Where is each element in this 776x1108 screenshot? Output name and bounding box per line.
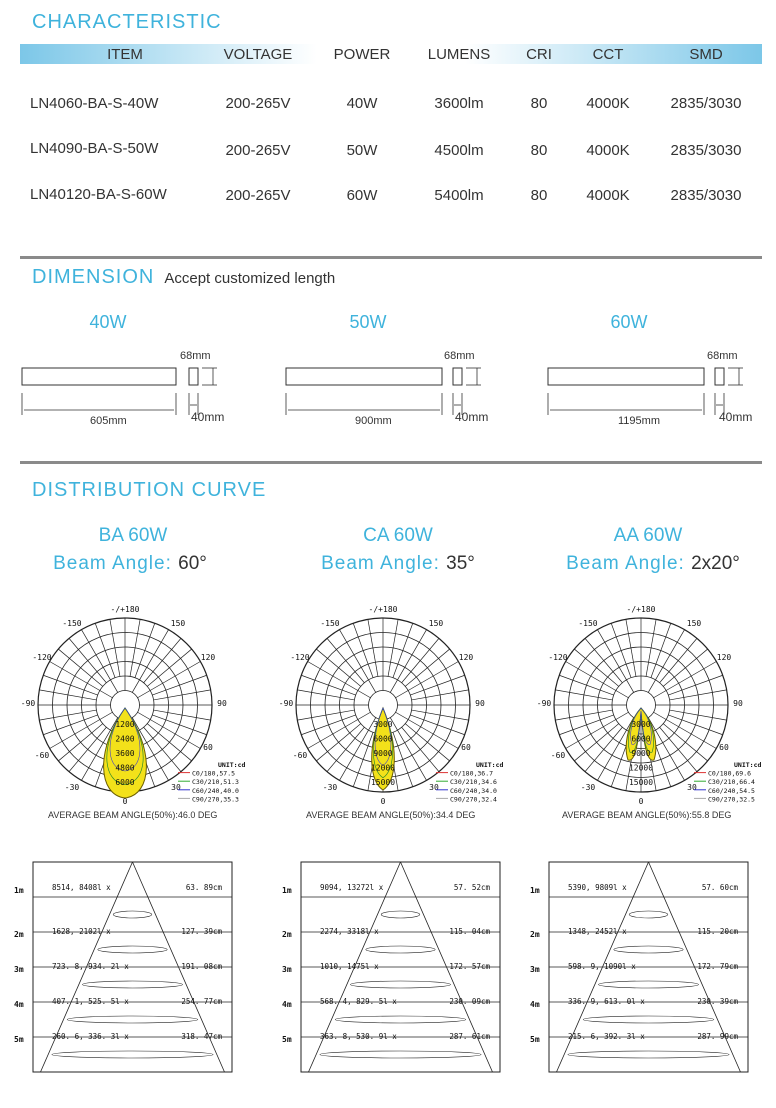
beam-value: 60° — [178, 553, 207, 574]
cone-ring — [351, 981, 451, 988]
angle-label: -60 — [34, 751, 50, 760]
angle-label: 120 — [200, 653, 216, 662]
col-smd: SMD — [689, 46, 723, 63]
cell-smd: 2835/3030 — [670, 95, 742, 112]
angle-label: -90 — [278, 699, 294, 708]
distance-label: 4m — [14, 1000, 24, 1009]
cone-ring — [614, 946, 683, 953]
distance-label: 3m — [14, 965, 24, 974]
cell-lumens: 5400lm — [434, 187, 484, 204]
cell-item: LN4090-BA-S-50W — [30, 140, 159, 157]
diameter-value: 318. 47cm — [181, 1032, 222, 1041]
avg-beam-aa: AVERAGE BEAM ANGLE(50%):55.8 DEG — [562, 810, 732, 820]
beam-angle-ba — [0, 553, 260, 575]
lux-value: 568. 4, 829. 5l x — [320, 997, 397, 1006]
cell-power: 60W — [346, 187, 378, 204]
legend-entry: UNIT:cd — [734, 761, 762, 769]
col-voltage: VOLTAGE — [223, 46, 293, 63]
distance-label: 1m — [14, 886, 24, 895]
ring-value-label: 4800 — [115, 763, 135, 773]
angle-label: 150 — [686, 619, 702, 628]
lux-value: 8514, 8408l x — [52, 883, 111, 892]
cell-cct: 4000K — [586, 142, 630, 159]
height-label: 68mm — [707, 350, 738, 362]
angle-label: -90 — [536, 699, 552, 708]
angle-label: 120 — [716, 653, 732, 662]
angle-label: 90 — [217, 699, 227, 708]
curve-title-aa: AA 60W — [613, 525, 683, 546]
diameter-value: 287. 99cm — [697, 1032, 738, 1041]
ring-value-label: 12000 — [370, 763, 396, 773]
ring-value-label: 2400 — [115, 734, 135, 744]
height-label: 68mm — [444, 350, 475, 362]
dimension-heading: DIMENSION — [32, 266, 155, 288]
legend-entry: C90/270,32.5 — [708, 795, 755, 804]
legend-entry: UNIT:cd — [218, 761, 246, 769]
avg-beam-ca: AVERAGE BEAM ANGLE(50%):34.4 DEG — [306, 810, 476, 820]
cone-ring — [83, 981, 183, 988]
angle-label: -30 — [580, 783, 596, 792]
lux-value: 1010, 1475l x — [320, 962, 379, 971]
diameter-value: 230. 09cm — [449, 997, 490, 1006]
diameter-value: 63. 89cm — [185, 883, 222, 892]
col-item: ITEM — [107, 46, 143, 63]
legend-entry: UNIT:cd — [476, 761, 504, 769]
diameter-value: 115. 20cm — [697, 927, 738, 936]
distance-label: 2m — [530, 930, 540, 939]
cell-cri: 80 — [530, 142, 548, 159]
cell-smd: 2835/3030 — [670, 142, 742, 159]
lux-value: 598. 9, 1090l x — [568, 962, 636, 971]
angle-label: -30 — [322, 783, 338, 792]
distribution-title: DISTRIBUTION CURVE — [32, 479, 267, 501]
illuminance-table-aa — [516, 858, 774, 1084]
diameter-value: 191. 08cm — [181, 962, 222, 971]
width-label: 40mm — [191, 410, 225, 424]
ring-value-label: 15000 — [370, 777, 396, 787]
legend-entry: C30/210,34.6 — [450, 778, 497, 787]
beam-prefix: Beam Angle: — [566, 553, 685, 574]
angle-label: 0 — [122, 797, 128, 806]
ring-value-label: 12000 — [628, 763, 654, 773]
angle-label: -30 — [64, 783, 80, 792]
angle-label: 90 — [475, 699, 485, 708]
beam-prefix: Beam Angle: — [321, 553, 440, 574]
angle-label: 0 — [380, 797, 386, 806]
angle-label: 60 — [203, 743, 213, 752]
ring-value-label: 3600 — [115, 748, 135, 758]
angle-label: 90 — [733, 699, 743, 708]
angle-label: -150 — [320, 619, 340, 628]
cell-cct: 4000K — [586, 187, 630, 204]
polar-chart-ba — [0, 600, 258, 810]
beam-prefix: Beam Angle: — [53, 553, 172, 574]
divider — [20, 461, 762, 464]
ring-value-label: 3000 — [373, 719, 393, 729]
diameter-value: 254. 77cm — [181, 997, 222, 1006]
ring-value-label: 9000 — [631, 748, 651, 758]
length-label: 900mm — [355, 415, 392, 427]
ring-value-label: 6000 — [373, 734, 393, 744]
angle-label: 150 — [428, 619, 444, 628]
illuminance-table-ba — [0, 858, 258, 1084]
lux-value: 407. 1, 525. 5l x — [52, 997, 129, 1006]
ring-value-label: 1200 — [115, 719, 135, 729]
cone-ring — [52, 1051, 213, 1058]
diameter-value: 57. 52cm — [453, 883, 490, 892]
diameter-value: 115. 04cm — [449, 927, 490, 936]
col-cri: CRI — [526, 46, 552, 63]
distance-label: 1m — [530, 886, 540, 895]
angle-label: -120 — [548, 653, 568, 662]
cell-voltage: 200-265V — [225, 95, 291, 112]
ring-value-label: 9000 — [373, 748, 393, 758]
lux-value: 5390, 9809l x — [568, 883, 627, 892]
cell-voltage: 200-265V — [225, 187, 291, 204]
lux-value: 2274, 3318l x — [320, 927, 379, 936]
lux-value: 215. 6, 392. 3l x — [568, 1032, 645, 1041]
diameter-value: 287. 61cm — [449, 1032, 490, 1041]
width-label: 40mm — [455, 410, 489, 424]
legend-entry: C90/270,32.4 — [450, 795, 497, 804]
beam-angle-aa — [523, 553, 776, 575]
polar-chart-aa — [516, 600, 774, 810]
diameter-value: 127. 39cm — [181, 927, 222, 936]
cell-power: 50W — [346, 142, 378, 159]
cell-lumens: 4500lm — [434, 142, 484, 159]
legend-entry: C60/240,34.0 — [450, 786, 497, 795]
distance-label: 5m — [282, 1035, 292, 1044]
distance-label: 3m — [282, 965, 292, 974]
legend-entry: C0/180,57.5 — [192, 769, 236, 778]
cone-ring — [629, 911, 668, 918]
length-label: 1195mm — [618, 415, 660, 427]
angle-label: -90 — [20, 699, 36, 708]
legend-entry: C30/210,66.4 — [708, 778, 755, 787]
characteristic-title: CHARACTERISTIC — [32, 11, 222, 33]
cone-ring — [67, 1016, 198, 1023]
width-label: 40mm — [719, 410, 753, 424]
cone-ring — [381, 911, 420, 918]
lux-value: 1628, 2102l x — [52, 927, 111, 936]
angle-label: -150 — [62, 619, 82, 628]
angle-label: -150 — [578, 619, 598, 628]
diameter-value: 172. 57cm — [449, 962, 490, 971]
distance-label: 4m — [530, 1000, 540, 1009]
cone-ring — [599, 981, 699, 988]
cone-ring — [113, 911, 152, 918]
angle-label: 60 — [461, 743, 471, 752]
beam-angle-ca — [268, 553, 528, 575]
legend-entry: C0/180,36.7 — [450, 769, 494, 778]
beam-value: 35° — [446, 553, 475, 574]
angle-label: 60 — [719, 743, 729, 752]
distance-label: 5m — [530, 1035, 540, 1044]
cone-ring — [320, 1051, 481, 1058]
angle-label: -60 — [292, 751, 308, 760]
cell-item: LN4060-BA-S-40W — [30, 95, 159, 112]
lux-value: 336. 9, 613. 0l x — [568, 997, 645, 1006]
legend-entry: C30/210,51.3 — [192, 778, 239, 787]
angle-label: 150 — [170, 619, 186, 628]
cell-smd: 2835/3030 — [670, 187, 742, 204]
curve-title-ba: BA 60W — [98, 525, 168, 546]
ring-value-label: 6000 — [631, 734, 651, 744]
distance-label: 5m — [14, 1035, 24, 1044]
cell-cct: 4000K — [586, 95, 630, 112]
cell-item: LN40120-BA-S-60W — [30, 186, 167, 203]
angle-label: 120 — [458, 653, 474, 662]
dimension-label: 60W — [610, 312, 648, 332]
ring-value-label: 6000 — [115, 777, 135, 787]
curve-title-ca: CA 60W — [363, 525, 433, 546]
cell-cri: 80 — [530, 187, 548, 204]
cell-voltage: 200-265V — [225, 142, 291, 159]
dimension-title — [32, 266, 335, 289]
distance-label: 2m — [282, 930, 292, 939]
cone-ring — [98, 946, 167, 953]
col-power: POWER — [333, 46, 391, 63]
cone-ring — [568, 1051, 729, 1058]
angle-label: -/+180 — [110, 605, 140, 614]
dimension-label: 50W — [349, 312, 387, 332]
legend-entry: C60/240,40.0 — [192, 786, 239, 795]
diameter-value: 172. 79cm — [697, 962, 738, 971]
divider — [20, 256, 762, 259]
legend-entry: C90/270,35.3 — [192, 795, 239, 804]
angle-label: -/+180 — [368, 605, 398, 614]
distance-label: 3m — [530, 965, 540, 974]
cone-ring — [335, 1016, 466, 1023]
cell-power: 40W — [346, 95, 378, 112]
diameter-value: 230. 39cm — [697, 997, 738, 1006]
diameter-value: 57. 60cm — [701, 883, 738, 892]
angle-label: 0 — [638, 797, 644, 806]
angle-label: -120 — [32, 653, 52, 662]
lux-value: 1348, 2452l x — [568, 927, 627, 936]
cone-ring — [366, 946, 435, 953]
distance-label: 1m — [282, 886, 292, 895]
length-label: 605mm — [90, 415, 127, 427]
dimension-subtitle: Accept customized length — [164, 270, 336, 287]
avg-beam-ba: AVERAGE BEAM ANGLE(50%):46.0 DEG — [48, 810, 218, 820]
height-label: 68mm — [180, 350, 211, 362]
ring-value-label: 15000 — [628, 777, 654, 787]
angle-label: 30 — [687, 783, 697, 792]
angle-label: -120 — [290, 653, 310, 662]
angle-label: -/+180 — [626, 605, 656, 614]
polar-chart-ca — [258, 600, 516, 810]
col-cct: CCT — [592, 46, 624, 63]
cell-lumens: 3600lm — [434, 95, 484, 112]
lux-value: 723. 8, 934. 2l x — [52, 962, 129, 971]
dimension-label: 40W — [89, 312, 127, 332]
distance-label: 4m — [282, 1000, 292, 1009]
angle-label: 30 — [171, 783, 181, 792]
angle-label: 30 — [429, 783, 439, 792]
illuminance-table-ca — [268, 858, 526, 1084]
angle-label: -60 — [550, 751, 566, 760]
ring-value-label: 3000 — [631, 719, 651, 729]
cone-ring — [583, 1016, 714, 1023]
lux-value: 260. 6, 336. 3l x — [52, 1032, 129, 1041]
cell-cri: 80 — [530, 95, 548, 112]
legend-entry: C0/180,69.6 — [708, 769, 752, 778]
beam-value: 2x20° — [691, 553, 740, 574]
lux-value: 9094, 13272l x — [320, 883, 384, 892]
distance-label: 2m — [14, 930, 24, 939]
col-lumens: LUMENS — [427, 46, 491, 63]
lux-value: 363. 8, 530. 9l x — [320, 1032, 397, 1041]
legend-entry: C60/240,54.5 — [708, 786, 755, 795]
